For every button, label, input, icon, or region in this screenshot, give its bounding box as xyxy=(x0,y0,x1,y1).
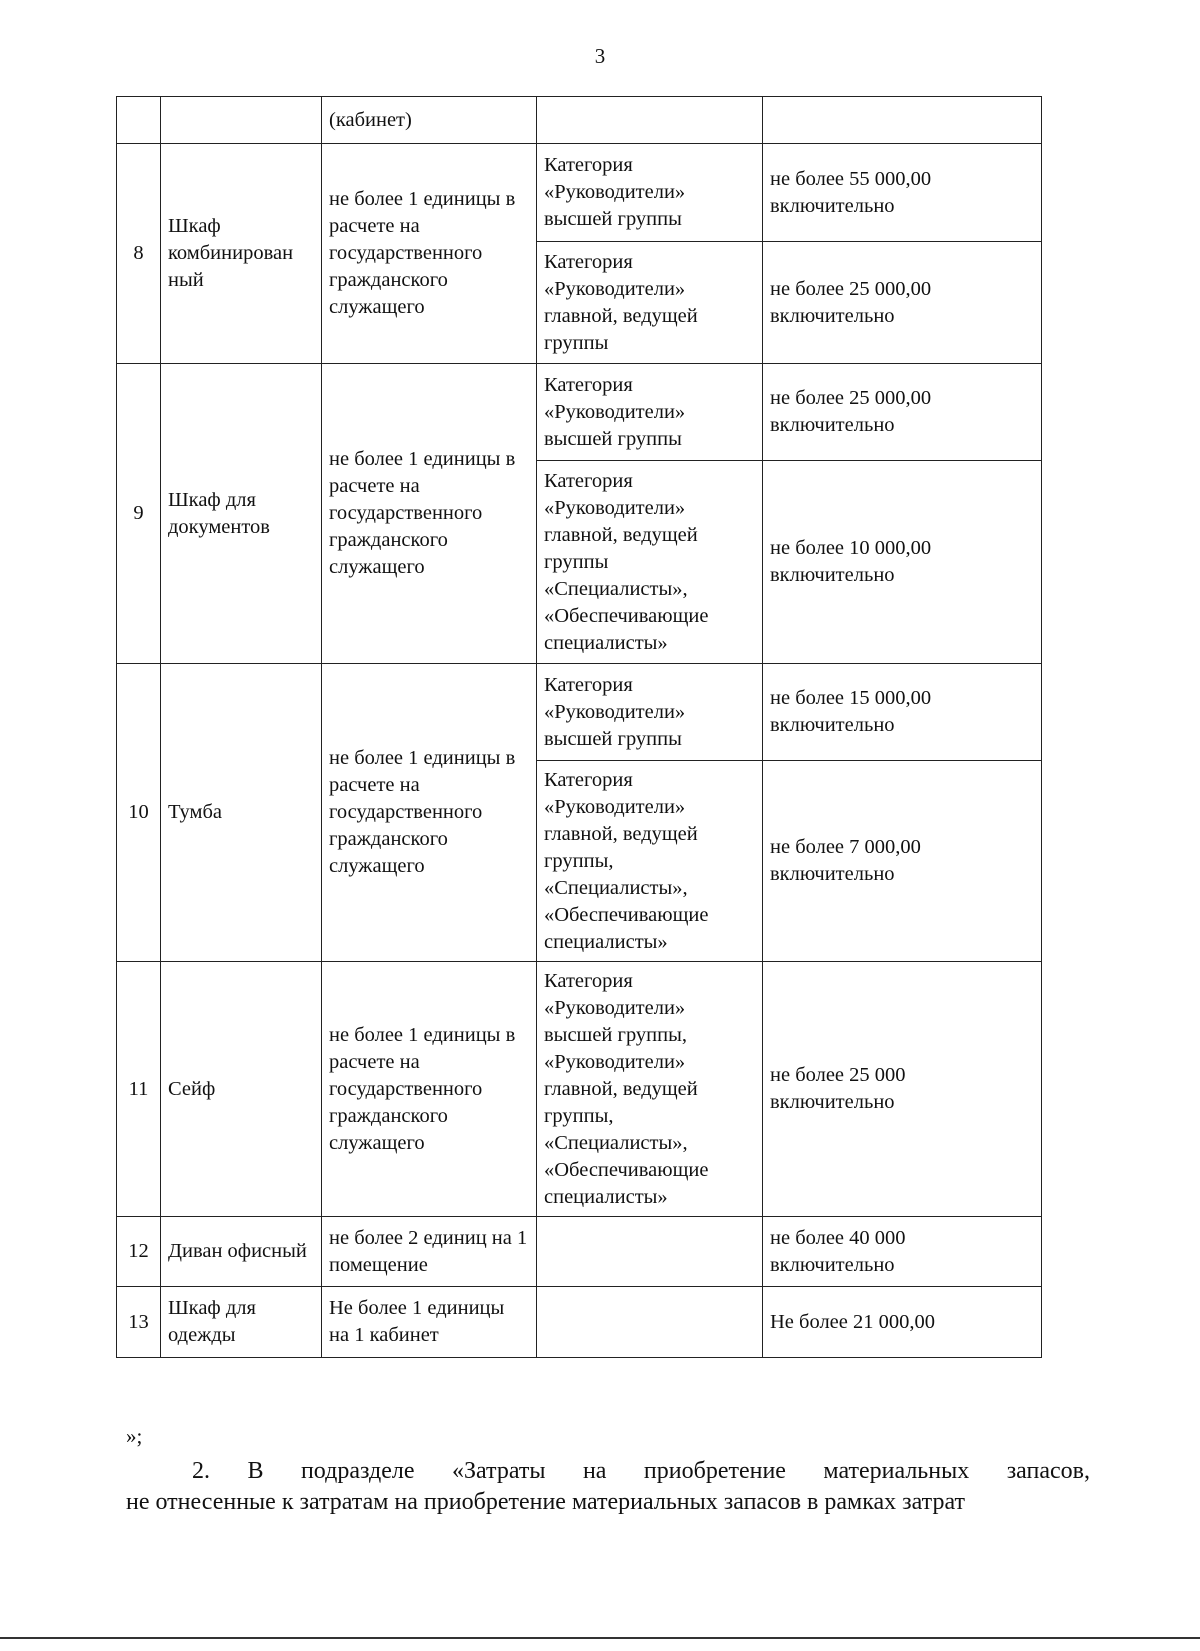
table-row xyxy=(117,1287,1042,1358)
item-name: Шкаф для одежды xyxy=(161,1287,322,1358)
category-cell: Категория «Руководители» главной, ведущей группы, «Специалисты», «Обеспечивающие специалисты» xyxy=(537,761,763,962)
price-cell: не более 15 000,00 включительно xyxy=(763,664,1042,761)
quantity-norm: не более 2 единиц на 1 помещение xyxy=(322,1217,537,1287)
table-row xyxy=(117,962,1042,1217)
table-row xyxy=(117,664,1042,761)
item-name: Сейф xyxy=(161,962,322,1217)
row-number: 12 xyxy=(117,1217,161,1287)
category-cell xyxy=(537,1217,763,1287)
paragraph-line: 2. В подразделе «Затраты на приобретение материальных запасов, xyxy=(192,1458,1090,1484)
quantity-norm: Не более 1 единицы на 1 кабинет xyxy=(322,1287,537,1358)
quantity-norm: не более 1 единицы в расчете на государственного гражданского служащего xyxy=(322,364,537,664)
category-cell: Категория «Руководители» высшей группы xyxy=(537,364,763,461)
category-cell: Категория «Руководители» высшей группы xyxy=(537,664,763,761)
name-cell xyxy=(161,97,322,144)
norms-table xyxy=(116,96,1042,1358)
price-cell: не более 55 000,00 включительно xyxy=(763,144,1042,242)
item-name: Шкаф комбинирован ный xyxy=(161,144,322,364)
price-cell: Не более 21 000,00 xyxy=(763,1287,1042,1358)
table-row xyxy=(117,364,1042,461)
row-number: 8 xyxy=(117,144,161,364)
body-paragraph xyxy=(126,1456,1090,1518)
row-number: 11 xyxy=(117,962,161,1217)
category-cell xyxy=(537,97,763,144)
page-edge-line xyxy=(0,1637,1200,1639)
category-cell: Категория «Руководители» высшей группы xyxy=(537,144,763,242)
row-number: 9 xyxy=(117,364,161,664)
norm-cell: (кабинет) xyxy=(322,97,537,144)
category-cell xyxy=(537,1287,763,1358)
table-row xyxy=(117,1217,1042,1287)
price-cell: не более 25 000,00 включительно xyxy=(763,242,1042,364)
price-cell: не более 7 000,00 включительно xyxy=(763,761,1042,962)
quantity-norm: не более 1 единицы в расчете на государственного гражданского служащего xyxy=(322,144,537,364)
price-cell: не более 40 000 включительно xyxy=(763,1217,1042,1287)
num-cell xyxy=(117,97,161,144)
closing-quote: »; xyxy=(126,1424,143,1448)
price-cell: не более 25 000,00 включительно xyxy=(763,364,1042,461)
price-cell xyxy=(763,97,1042,144)
quantity-norm: не более 1 единицы в расчете на государственного гражданского служащего xyxy=(322,664,537,962)
price-cell: не более 25 000 включительно xyxy=(763,962,1042,1217)
item-name: Шкаф для документов xyxy=(161,364,322,664)
category-cell: Категория «Руководители» главной, ведущей группы xyxy=(537,242,763,364)
category-cell: Категория «Руководители» главной, ведущей группы «Специалисты», «Обеспечивающие специалисты» xyxy=(537,461,763,664)
category-cell: Категория «Руководители» высшей группы, «Руководители» главной, ведущей группы, «Специалисты», «Обеспечивающие специалисты» xyxy=(537,962,763,1217)
price-cell: не более 10 000,00 включительно xyxy=(763,461,1042,664)
row-number: 10 xyxy=(117,664,161,962)
item-name: Тумба xyxy=(161,664,322,962)
item-name: Диван офисный xyxy=(161,1217,322,1287)
table-row xyxy=(117,97,1042,144)
paragraph-line: не отнесенные к затратам на приобретение материальных запасов в рамках затрат xyxy=(126,1489,965,1515)
row-number: 13 xyxy=(117,1287,161,1358)
table-row xyxy=(117,144,1042,242)
page-number: 3 xyxy=(594,44,606,68)
quantity-norm: не более 1 единицы в расчете на государственного гражданского служащего xyxy=(322,962,537,1217)
